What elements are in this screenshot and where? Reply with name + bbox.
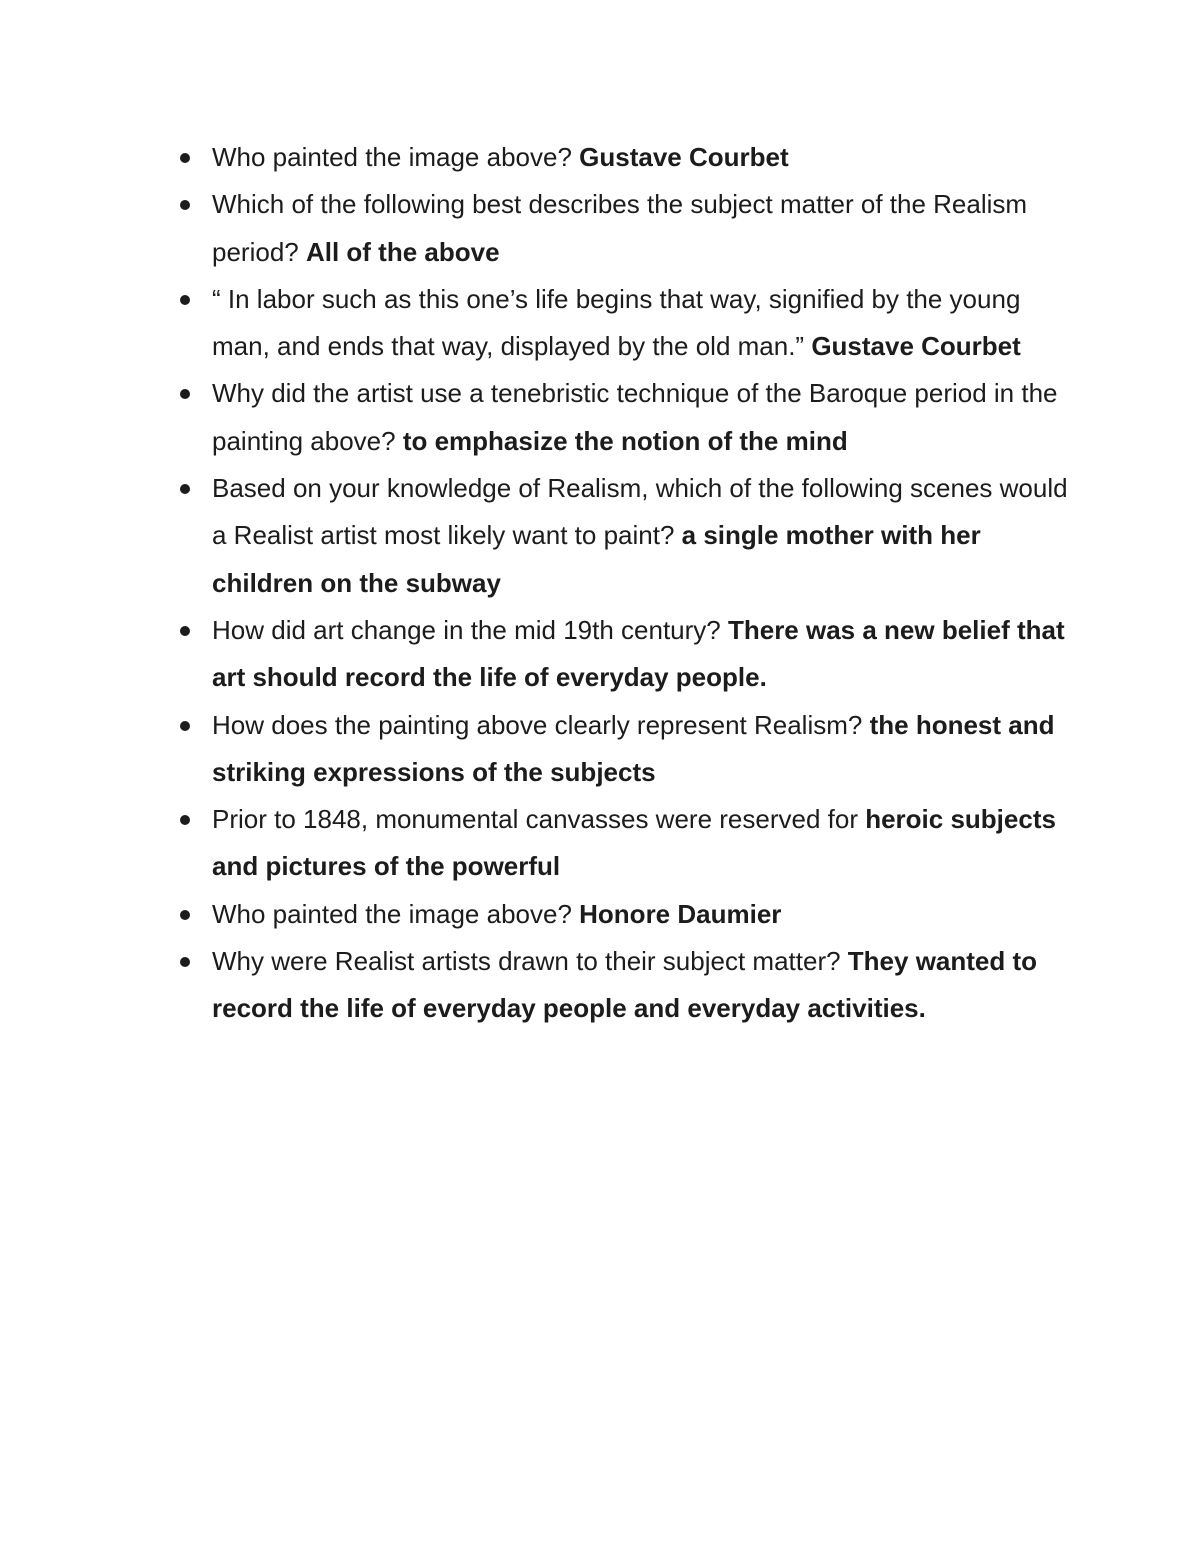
- question-text: Based on your knowledge of Realism, which of the following scenes would a Realist artist most likely want to paint?: [212, 473, 1068, 551]
- answer-text: They wanted to record the life of everyday people and everyday activities.: [212, 946, 1038, 1024]
- question-text: Why were Realist artists drawn to their subject matter?: [212, 946, 848, 977]
- list-item: [212, 276, 1072, 371]
- answer-text: There was a new belief that art should record the life of everyday people.: [212, 614, 1065, 693]
- answer-text: heroic subjects and pictures of the powerful: [212, 804, 1056, 882]
- answer-text: Honore Daumier: [579, 898, 782, 929]
- list-item: [212, 181, 1072, 276]
- list-item: [212, 891, 1072, 938]
- list-item: [212, 938, 1072, 1033]
- question-text: How does the painting above clearly represent Realism?: [212, 709, 870, 740]
- question-answer-list: [212, 134, 1072, 1033]
- answer-text: Gustave Courbet: [579, 142, 789, 172]
- question-text: Which of the following best describes the subject matter of the Realism period?: [212, 189, 1028, 267]
- list-item: [212, 796, 1072, 891]
- answer-text: Gustave Courbet: [811, 331, 1021, 362]
- answer-text: All of the above: [305, 236, 500, 267]
- question-text: Who painted the image above?: [212, 898, 580, 929]
- list-item: [212, 702, 1072, 797]
- list-item: [212, 134, 1072, 181]
- list-item: [212, 465, 1072, 607]
- answer-text: to emphasize the notion of the mind: [402, 425, 848, 456]
- answer-text: the honest and striking expressions of the subjects: [212, 709, 1055, 787]
- question-text: “ In labor such as this one’s life begins that way, signified by the young man, and ends that way, displayed by the old man.”: [212, 283, 1021, 362]
- answer-text: a single mother with her children on the subway: [212, 520, 981, 598]
- question-text: How did art change in the mid 19th century?: [212, 614, 728, 645]
- list-item: [212, 370, 1072, 465]
- question-text: Who painted the image above?: [212, 142, 580, 172]
- question-text: Prior to 1848, monumental canvasses were reserved for: [212, 804, 866, 835]
- question-text: Why did the artist use a tenebristic technique of the Baroque period in the painting above?: [212, 378, 1058, 456]
- list-item: [212, 607, 1072, 702]
